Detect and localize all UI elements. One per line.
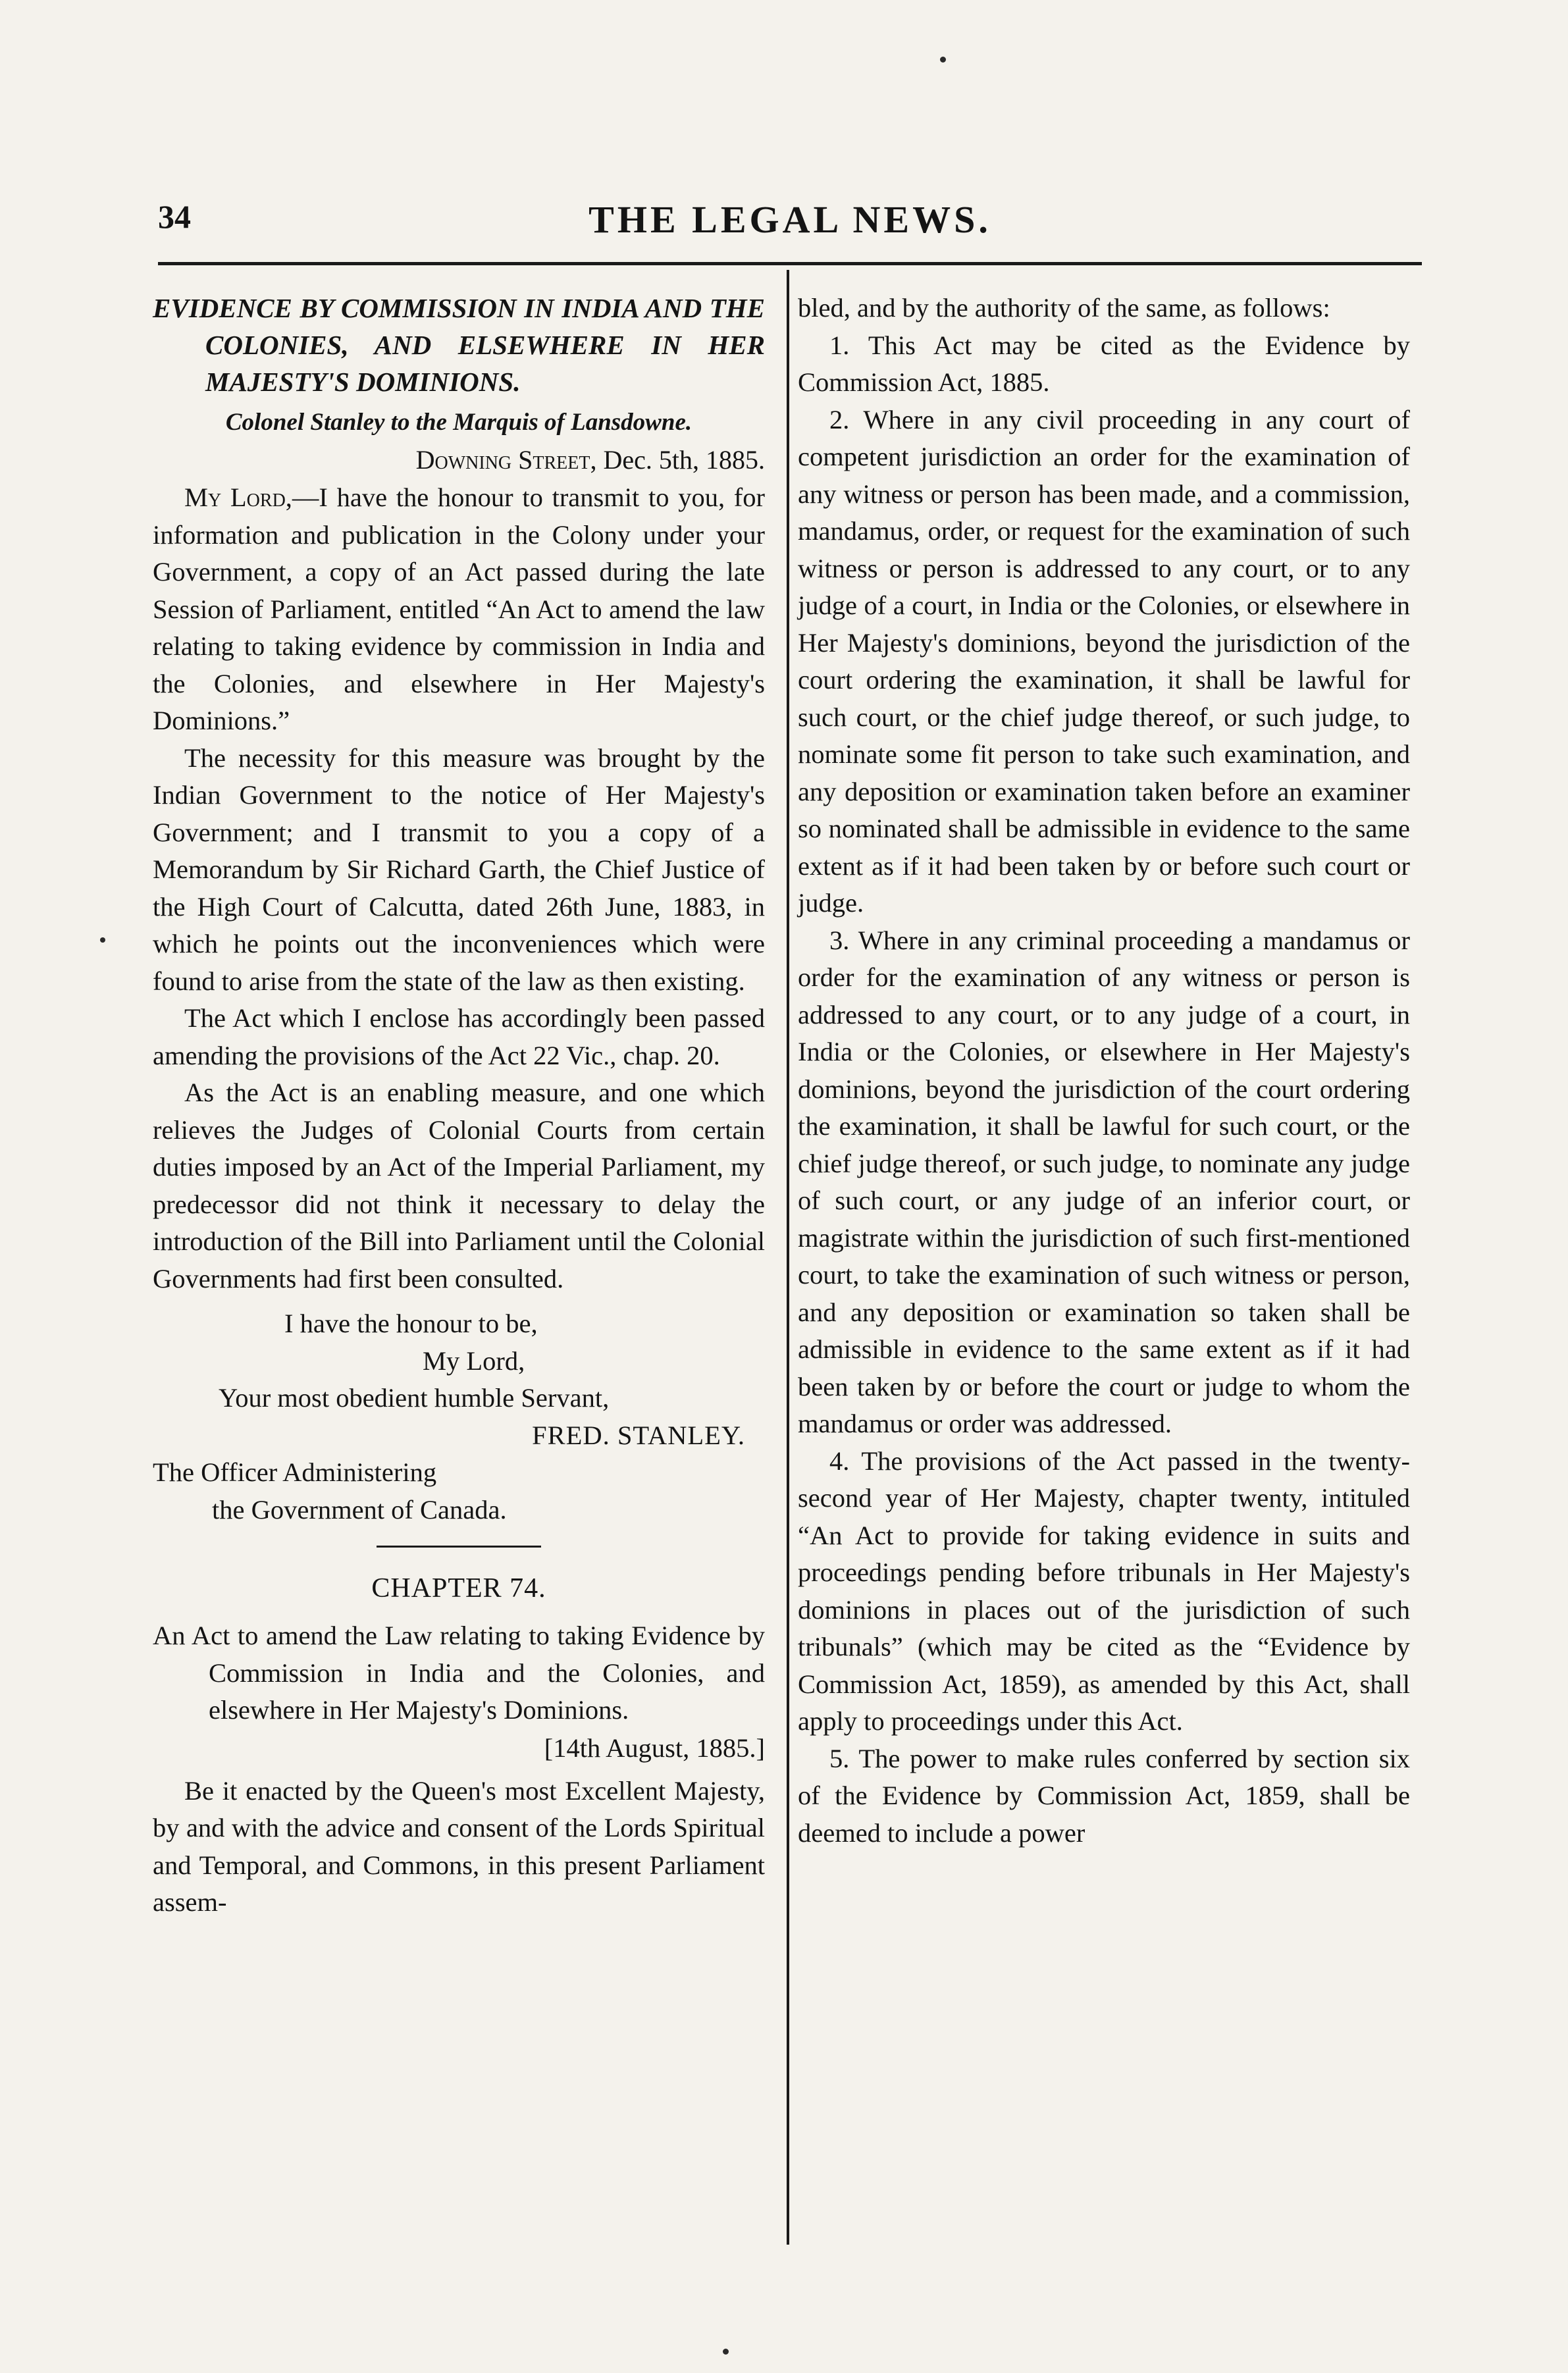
- running-title: THE LEGAL NEWS.: [588, 198, 991, 241]
- letter-paragraph-1-text: —I have the honour to transmit to you, for information and publication in the Colony under your Government, a copy of an Act passed during the late Session of Parliament, entitled “An Act to amend the law relating to taking evidence by commission in India and the Colonies, and elsewhere in Her Majesty's Dominions.”: [153, 482, 765, 735]
- addressee-line-1: The Officer Administering: [153, 1457, 437, 1487]
- signature: FRED. STANLEY.: [532, 1420, 745, 1450]
- salutation: My Lord,: [184, 482, 292, 512]
- closing-line-1: I have the honour to be,: [284, 1309, 538, 1338]
- dateline-place: Downing Street,: [415, 445, 597, 475]
- right-column: [798, 290, 1410, 1852]
- letter-paragraph-2: The necessity for this measure was brought by the Indian Government to the notice of Her Majesty's Government; and I transmit to you a copy of a Memorandum by Sir Richard Garth, the Chief Justice of the High Court of Calcutta, dated 26th June, 1883, in which he points out the inconveniences which were found to arise from the state of the law as then existing.: [153, 743, 765, 996]
- article-subheading: Colonel Stanley to the Marquis of Lansdowne.: [225, 409, 693, 436]
- chapter-heading: CHAPTER 74.: [371, 1573, 546, 1604]
- enacting-continuation: bled, and by the authority of the same, as follows:: [798, 293, 1330, 323]
- column-divider: [787, 270, 789, 2245]
- section-4: 4. The provisions of the Act passed in the twenty-second year of Her Majesty, chapter twenty, intituled “An Act to provide for taking evidence in suits and proceedings pending before tribunals in Her Majesty's dominions in places out of the jurisdiction of such tribunals” (which may be cited as the “Evidence by Commission Act, 1859), as amended by this Act, shall apply to proceedings under this Act.: [798, 1446, 1410, 1736]
- closing-line-3: Your most obedient humble Servant,: [219, 1383, 610, 1413]
- addressee-line-2: the Government of Canada.: [212, 1494, 507, 1525]
- section-3: 3. Where in any criminal proceeding a mandamus or order for the examination of any witness or person is addressed to any court, or to any judge of a court, in India or the Colonies, or elsewhere in Her Majesty's dominions, beyond the jurisdiction of the court ordering the examination, it shall be lawful for such court, or the chief judge thereof, or such judge, to nominate any judge of such court, or any judge of an inferior court, or magistrate within the jurisdiction of such first-mentioned court, to take the examination of such witness or person, and any deposition or examination so taken shall be admissible in evidence to the same extent as if it had been taken by or before the court or judge to whom the mandamus or order was addressed.: [798, 925, 1410, 1438]
- section-rule: [377, 1546, 541, 1548]
- page-header: [158, 197, 1422, 250]
- letter-dateline: [153, 441, 765, 479]
- enacting-clause: Be it enacted by the Queen's most Excellent Majesty, by and with the advice and consent of the Lords Spiritual and Temporal, and Commons, in this present Parliament assem-: [153, 1775, 765, 1917]
- speck-top: [940, 57, 946, 63]
- dateline-date: Dec. 5th, 1885.: [603, 445, 765, 475]
- speck-left-margin: [100, 937, 105, 943]
- left-column: [153, 290, 765, 1921]
- section-2: 2. Where in any civil proceeding in any court of competent jurisdiction an order for the examination of any witness or person has been made, and a commission, mandamus, order, or request for the examination of such witness or person is addressed to any court, or to any judge of a court, in India or the Colonies, or elsewhere in Her Majesty's dominions, beyond the jurisdiction of the court ordering the examination, it shall be lawful for such court, or the chief judge thereof, or such judge, to nominate some fit person to take such examination, and any deposition or examination taken before an examiner so nominated shall be admissible in evidence to the same extent as if it had been taken by or before such court or judge.: [798, 404, 1410, 918]
- closing-line-2: My Lord,: [423, 1345, 525, 1376]
- article-title: EVIDENCE BY COMMISSION IN INDIA AND THE COLONIES, AND ELSEWHERE IN HER MAJESTY'S DOMINIONS.: [153, 293, 765, 397]
- letter-paragraph-1: [153, 479, 765, 740]
- section-5: 5. The power to make rules conferred by section six of the Evidence by Commission Act, 1859, shall be deemed to include a power: [798, 1743, 1410, 1848]
- page-number: 34: [158, 198, 191, 235]
- act-title: An Act to amend the Law relating to taking Evidence by Commission in India and the Colonies, and elsewhere in Her Majesty's Dominions.: [153, 1621, 765, 1725]
- speck-bottom: [723, 2349, 729, 2355]
- section-1: 1. This Act may be cited as the Evidence by Commission Act, 1885.: [798, 330, 1410, 397]
- act-date: [14th August, 1885.]: [544, 1733, 765, 1763]
- header-rule: [158, 262, 1422, 265]
- letter-paragraph-4: As the Act is an enabling measure, and one which relieves the Judges of Colonial Courts from certain duties imposed by an Act of the Imperial Parliament, my predecessor did not think it necessary to delay the introduction of the Bill into Parliament until the Colonial Governments had first been consulted.: [153, 1078, 765, 1293]
- letter-paragraph-3: The Act which I enclose has accordingly been passed amending the provisions of the Act 22 Vic., chap. 20.: [153, 1003, 765, 1070]
